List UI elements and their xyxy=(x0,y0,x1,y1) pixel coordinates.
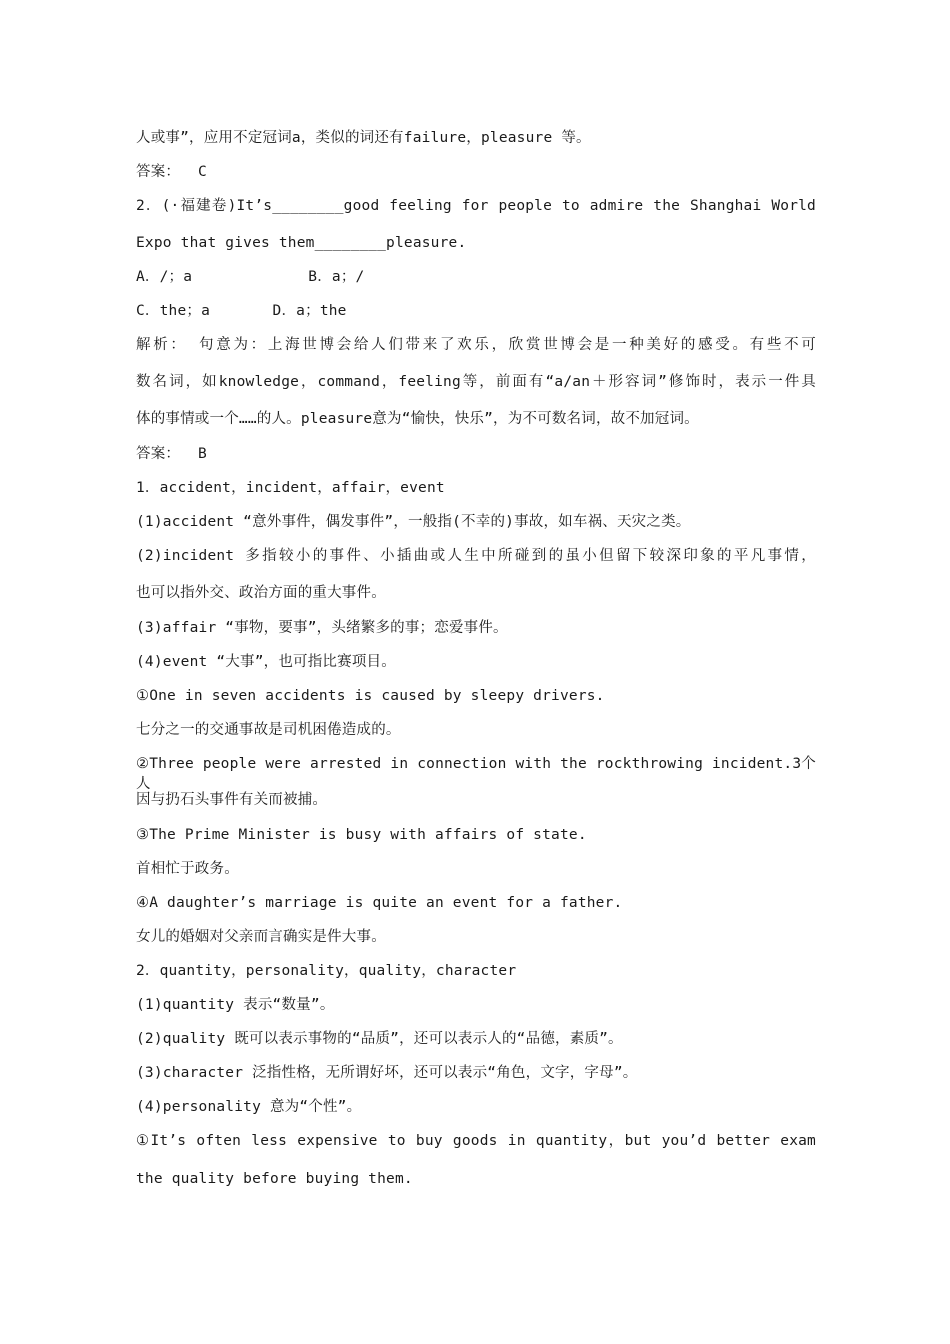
example-line: ①It’s often less expensive to buy goods in quantity，but you’d better exam xyxy=(136,1133,816,1149)
analysis-line: 体的事情或一个……的人。pleasure意为“愉快，快乐”，为不可数名词，故不加冠词。 xyxy=(136,411,699,427)
text-line: (2)incident 多指较小的事件、小插曲或人生中所碰到的虽小但留下较深印象的平凡事情， xyxy=(136,548,816,564)
text-line: (4)event “大事”，也可指比赛项目。 xyxy=(136,654,396,670)
answer-line: 答案： C xyxy=(136,164,207,180)
section-heading: 1．accident，incident，affair，event xyxy=(136,480,445,496)
text-line: 人或事”，应用不定冠词a，类似的词还有failure，pleasure 等。 xyxy=(136,130,591,146)
translation-line: 因与扔石头事件有关而被捕。 xyxy=(136,792,328,808)
text-line: (1)quantity 表示“数量”。 xyxy=(136,997,335,1013)
translation-line: 首相忙于政务。 xyxy=(136,861,239,877)
text-line: (3)affair “事物，要事”，头绪繁多的事；恋爱事件。 xyxy=(136,620,508,636)
section-heading: 2．quantity，personality，quality，character xyxy=(136,963,517,979)
option-line: A．/；a B．a；/ xyxy=(136,269,365,285)
example-line: ②Three people were arrested in connection with the rockthrowing incident.3个人 xyxy=(136,756,816,792)
answer-line: 答案： B xyxy=(136,446,207,462)
translation-line: 女儿的婚姻对父亲而言确实是件大事。 xyxy=(136,929,386,945)
text-line: (2)quality 既可以表示事物的“品质”，还可以表示人的“品德，素质”。 xyxy=(136,1031,623,1047)
example-line: ①One in seven accidents is caused by sleepy drivers. xyxy=(136,688,605,704)
text-line: (1)accident “意外事件，偶发事件”，一般指(不幸的)事故，如车祸、天灾之类。 xyxy=(136,514,691,530)
example-line: ④A daughter’s marriage is quite an event for a father. xyxy=(136,895,623,911)
analysis-line: 解析： 句意为：上海世博会给人们带来了欢乐，欣赏世博会是一种美好的感受。有些不可 xyxy=(136,337,816,353)
question-line: Expo that gives them________pleasure. xyxy=(136,235,467,251)
question-line: 2．(·福建卷)It’s________good feeling for people to admire the Shanghai World xyxy=(136,198,816,214)
text-line: 也可以指外交、政治方面的重大事件。 xyxy=(136,585,386,601)
text-line: (4)personality 意为“个性”。 xyxy=(136,1099,362,1115)
translation-line: 七分之一的交通事故是司机困倦造成的。 xyxy=(136,722,401,738)
example-line: the quality before buying them. xyxy=(136,1171,413,1187)
analysis-line: 数名词，如knowledge，command，feeling等，前面有“a/an＋形容词”修饰时，表示一件具 xyxy=(136,374,816,390)
example-line: ③The Prime Minister is busy with affairs of state. xyxy=(136,827,587,843)
option-line: C．the；a D．a；the xyxy=(136,303,347,319)
text-line: (3)character 泛指性格，无所谓好坏，还可以表示“角色，文字，字母”。 xyxy=(136,1065,638,1081)
